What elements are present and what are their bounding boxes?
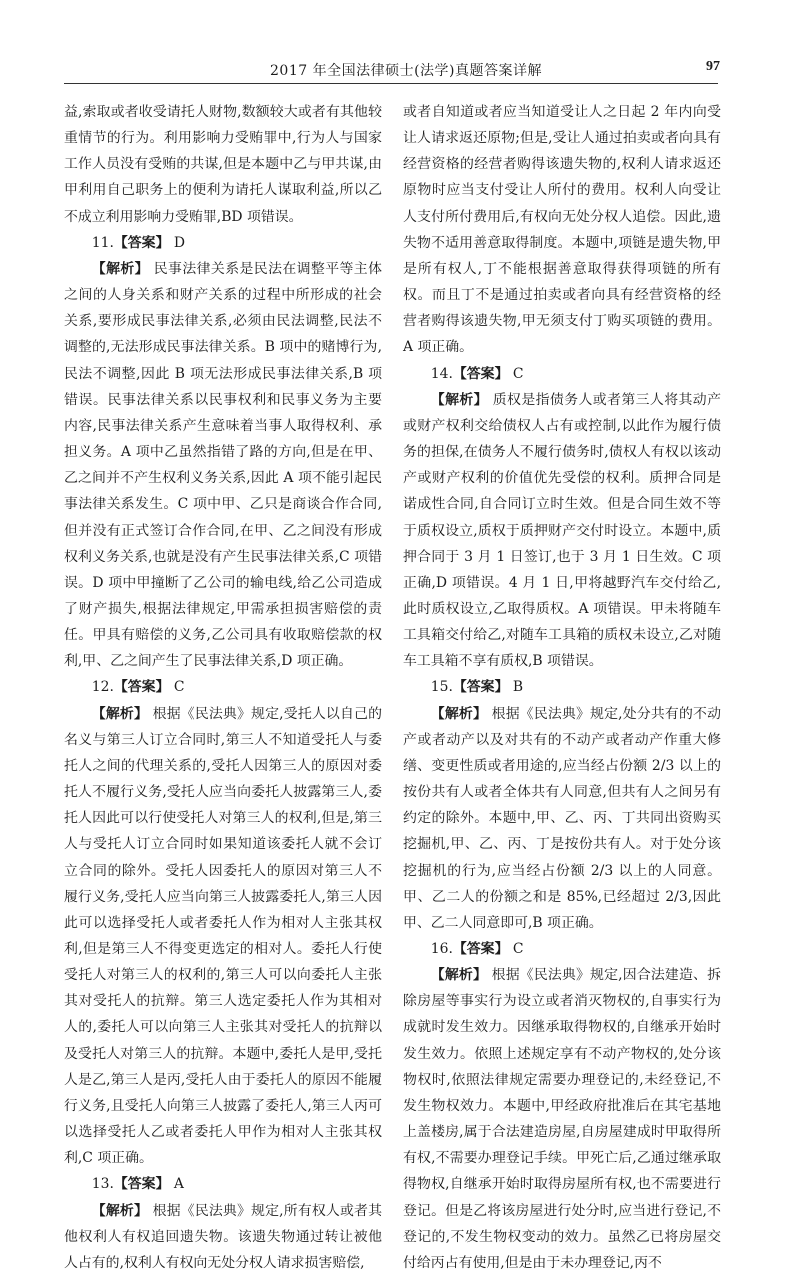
- left-column: [64, 99, 382, 1276]
- answer-tag: 【答案】: [452, 679, 509, 696]
- answer-tag: 【答案】: [452, 941, 509, 957]
- page-header: [0, 0, 800, 84]
- question-number: 13.: [91, 1176, 114, 1193]
- answer-11: [64, 230, 382, 256]
- explanation-12: [64, 701, 382, 1172]
- answer-letter: C: [512, 941, 524, 957]
- answer-12: [64, 674, 382, 700]
- explanation-tag: 【解析】: [91, 705, 149, 722]
- header-title: 2017 年全国法律硕士(法学)真题答案详解: [270, 63, 543, 79]
- answer-tag: 【答案】: [113, 234, 170, 251]
- question-number: 12.: [91, 679, 114, 696]
- explanation-15: [403, 701, 721, 936]
- answer-letter: D: [173, 234, 186, 251]
- answer-15: [403, 674, 721, 700]
- explanation-11: [64, 256, 382, 675]
- explanation-text: 根据《民法典》规定,因合法建造、拆除房屋等事实行为设立或者消灭物权的,自事实行为成就时发生效力。因继承取得物权的,自继承开始时发生效力。依照上述规定享有不动产物权的,处分该物权时,依照法律规定需要办理登记的,未经登记,不发生物权效力。本题中,甲经政府批准后在其宅基地上盖楼房,属于合法建造房屋,自房屋建成时甲取得所有权,不需要办理登记手续。甲死亡后,乙通过继承取得物权,自继承开始时取得房屋所有权,也不需要进行登记。但是乙将该房屋进行处分时,应当进行登记,不登记的,不发生物权变动的效力。虽然乙已将房屋交付给丙占有使用,但是由于未办理登记,丙不: [403, 967, 721, 1271]
- answer-letter: B: [512, 679, 524, 696]
- explanation-tag: 【解析】: [91, 1202, 149, 1219]
- answer-letter: C: [173, 679, 185, 696]
- answer-letter: A: [173, 1176, 184, 1193]
- explanation-tag: 【解析】: [430, 967, 488, 984]
- answer-tag: 【答案】: [113, 1176, 170, 1193]
- explanation-14: [403, 387, 721, 675]
- explanation-text: 根据《民法典》规定,受托人以自己的名义与第三人订立合同时,第三人不知道受托人与委托人之间的代理关系的,受托人因第三人的原因对委托人不履行义务,受托人应当向委托人披露第三人,委托人因此可以行使受托人对第三人的权利,但是,第三人与受托人订立合同时如果知道该委托人就不会订立合同的除外。受托人因委托人的原因对第三人不履行义务,受托人应当向第三人披露委托人,第三人因此可以选择受托人或者委托人作为相对人主张其权利,但是第三人不得变更选定的相对人。委托人行使受托人对第三人的权利的,第三人可以向委托人主张其对受托人的抗辩。第三人选定委托人作为其相对人的,委托人可以向第三人主张其对受托人的抗辩以及受托人对第三人的抗辩。本题中,委托人是甲,受托人是乙,第三人是丙,受托人由于委托人的原因不能履行义务,且受托人向第三人披露了委托人,第三人丙可以选择受托人乙或者委托人甲作为相对人主张其权利,C 项正确。: [64, 705, 382, 1167]
- answer-14: [403, 361, 721, 387]
- answer-letter: C: [512, 365, 524, 382]
- header-rule: [64, 83, 718, 84]
- answer-16: [403, 936, 721, 962]
- answer-13: [64, 1171, 382, 1197]
- answer-tag: 【答案】: [113, 679, 170, 696]
- question-number: 16.: [430, 941, 453, 957]
- explanation-16: [403, 962, 721, 1276]
- right-column: [403, 99, 721, 1276]
- explanation-tag: 【解析】: [91, 260, 149, 277]
- explanation-text: 质权是指债务人或者第三人将其动产或财产权利交给债权人占有或控制,以此作为履行债务的担保,在债务人不履行债务时,债权人有权以该动产或财产权利的价值优先受偿的权利。质押合同是诺成性合同,自合同订立时生效。但是合同生效不等于质权设立,质权于质押财产交付时设立。本题中,质押合同于 3 月 1 日签订,也于 3 月 1 日生效。C 项正确,D 项错误。4 月 1 日,甲将越野汽车交付给乙,此时质权设立,乙取得质权。A 项错误。甲未将随车工具箱交付给乙,对随车工具箱的质权未设立,乙对随车工具箱不享有质权,B 项错误。: [403, 391, 721, 670]
- question-number: 11.: [91, 234, 114, 251]
- answer-tag: 【答案】: [452, 365, 509, 382]
- explanation-text: 民事法律关系是民法在调整平等主体之间的人身关系和财产关系的过程中所形成的社会关系,要形成民事法律关系,必须由民法调整,民法不调整的,无法形成民事法律关系。B 项中的赌博行为,民法不调整,因此 B 项无法形成民事法律关系,B 项错误。民事法律关系以民事权利和民事义务为主要内容,民事法律关系产生意味着当事人取得权利、承担义务。A 项中乙虽然指错了路的方向,但是在甲、乙之间并不产生权利义务关系,因此 A 项不能引起民事法律关系发生。C 项中甲、乙只是商谈合作合同,但并没有正式签订合作合同,在甲、乙之间没有形成权利义务关系,也就是没有产生民事法律关系,C 项错误。D 项中甲撞断了乙公司的输电线,给乙公司造成了财产损失,根据法律规定,甲需承担损害赔偿的责任。甲具有赔偿的义务,乙公司具有收取赔偿款的权利,甲、乙之间产生了民事法律关系,D 项正确。: [64, 260, 382, 670]
- question-number: 15.: [430, 679, 453, 696]
- question-number: 14.: [430, 365, 453, 382]
- explanation-tag: 【解析】: [430, 391, 488, 408]
- page-number: 97: [706, 59, 720, 74]
- explanation-text: 根据《民法典》规定,处分共有的不动产或者动产以及对共有的不动产或者动产作重大修缮、变更性质或者用途的,应当经占份额 2/3 以上的按份共有人或者全体共有人同意,但共有人之间另有约定的除外。本题中,甲、乙、丙、丁共同出资购买挖掘机,甲、乙、丙、丁是按份共有人。对于处分该挖掘机的行为,应当经占份额 2/3 以上的人同意。甲、乙二人的份额之和是 85%,已经超过 2/3,因此甲、乙二人同意即可,B 项正确。: [403, 705, 721, 931]
- explanation-13: [64, 1198, 382, 1276]
- explanation-tag: 【解析】: [430, 705, 488, 722]
- paragraph-continued: 或者自知道或者应当知道受让人之日起 2 年内向受让人请求返还原物;但是,受让人通过拍卖或者向具有经营资格的经营者购得该遗失物的,权利人请求返还原物时应当支付受让人所付的费用。权利人向受让人支付所付费用后,有权向无处分权人追偿。因此,遗失物不适用善意取得制度。本题中,项链是遗失物,甲是所有权人,丁不能根据善意取得获得项链的所有权。而且丁不是通过拍卖或者向具有经营资格的经营者购得该遗失物,甲无须支付丁购买项链的费用。A 项正确。: [403, 104, 721, 356]
- explanation-text: 根据《民法典》规定,所有权人或者其他权利人有权追回遗失物。该遗失物通过转让被他人占有的,权利人有权向无处分权人请求损害赔偿,: [64, 1202, 382, 1271]
- paragraph-intro: 益,索取或者收受请托人财物,数额较大或者有其他较重情节的行为。利用影响力受贿罪中,行为人与国家工作人员没有受贿的共谋,但是本题中乙与甲共谋,由甲利用自己职务上的便利为请托人谋取利益,所以乙不成立利用影响力受贿罪,BD 项错误。: [64, 104, 382, 225]
